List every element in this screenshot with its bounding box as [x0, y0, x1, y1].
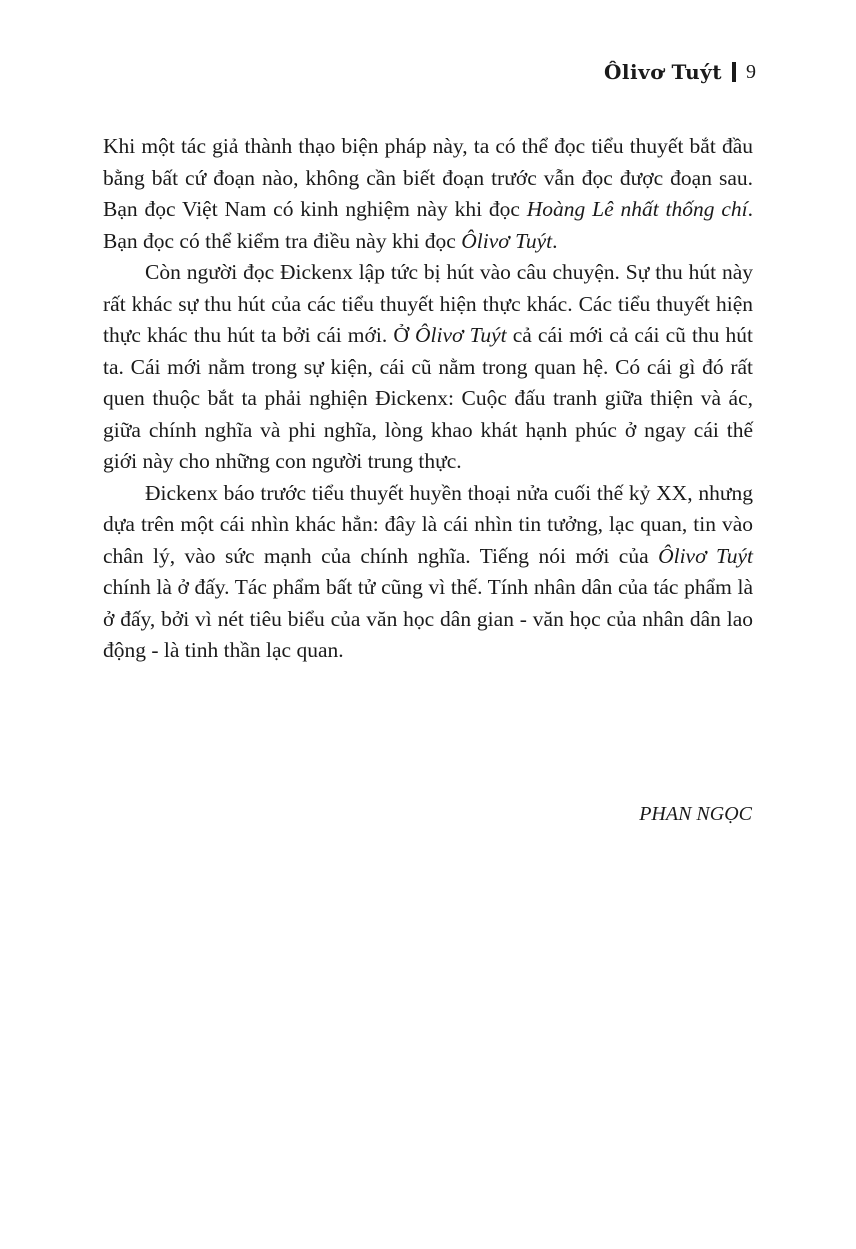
- paragraph-1-text-a: Khi một tác giả thành thạo biện pháp này, ta có thể đọc tiểu thuyết bắt đầu bằng bất cứ đoạn nào, không cần biết đoạn trước vẫn đọc được đoạn sau. Bạn đọc Việt Nam có kinh nghiệm này khi đọc: [103, 134, 753, 221]
- paragraph-1-text-c: . Bạn đọc có thể kiểm tra điều này khi đọc: [103, 197, 753, 253]
- paragraph-2: [103, 257, 753, 478]
- paragraph-3-text-a: Đickenx báo trước tiểu thuyết huyền thoại nửa cuối thế kỷ XX, nhưng dựa trên một cái nhìn khác hẳn: đây là cái nhìn tin tưởng, lạc quan, tin vào chân lý, vào sức mạnh của chính nghĩa. Tiếng nói mới của: [103, 480, 753, 568]
- book-title-olivo-tuyt: Ôlivơ Tuýt: [414, 323, 507, 347]
- paragraph-2-text-c: cả cái mới cả cái cũ thu hút ta. Cái mới nằm trong sự kiện, cái cũ nằm trong quan hệ. Có cái gì đó rất quen thuộc bắt ta phải nghiện Đickenx: Cuộc đấu tranh giữa thiện và ác, giữa chính nghĩa và phi nghĩa, lòng khao khát hạnh phúc ở ngay cái thế giới này cho những con người trung thực.: [103, 323, 754, 473]
- running-header: [604, 60, 756, 84]
- running-title: Ôlivơ Tuýt: [604, 60, 722, 84]
- paragraph-1-text-e: .: [552, 228, 558, 253]
- header-separator: [732, 62, 736, 82]
- paragraph-3: [103, 478, 753, 667]
- paragraph-1: [103, 131, 753, 257]
- body-text: [103, 131, 753, 667]
- book-title-hoang-le: Hoàng Lê nhất thống chí: [526, 197, 748, 221]
- paragraph-3-text-c: chính là ở đấy. Tác phẩm bất tử cũng vì thế. Tính nhân dân của tác phẩm là ở đấy, bởi vì nét tiêu biểu của văn học dân gian - văn học của nhân dân lao động - là tinh thần lạc quan.: [103, 575, 753, 662]
- paragraph-2-text-a: Còn người đọc Đickenx lập tức bị hút vào câu chuyện. Sự thu hút này rất khác sự thu hút của các tiểu thuyết hiện thực khác. Các tiểu thuyết hiện thực khác thu hút ta bởi cái mới. Ở: [103, 260, 753, 347]
- author-signature: PHAN NGỌC: [639, 803, 752, 825]
- page-number: 9: [746, 60, 756, 83]
- book-title-olivo-tuyt: Ôlivơ Tuýt: [461, 228, 553, 253]
- book-title-olivo-tuyt: Ôlivơ Tuýt: [658, 543, 753, 568]
